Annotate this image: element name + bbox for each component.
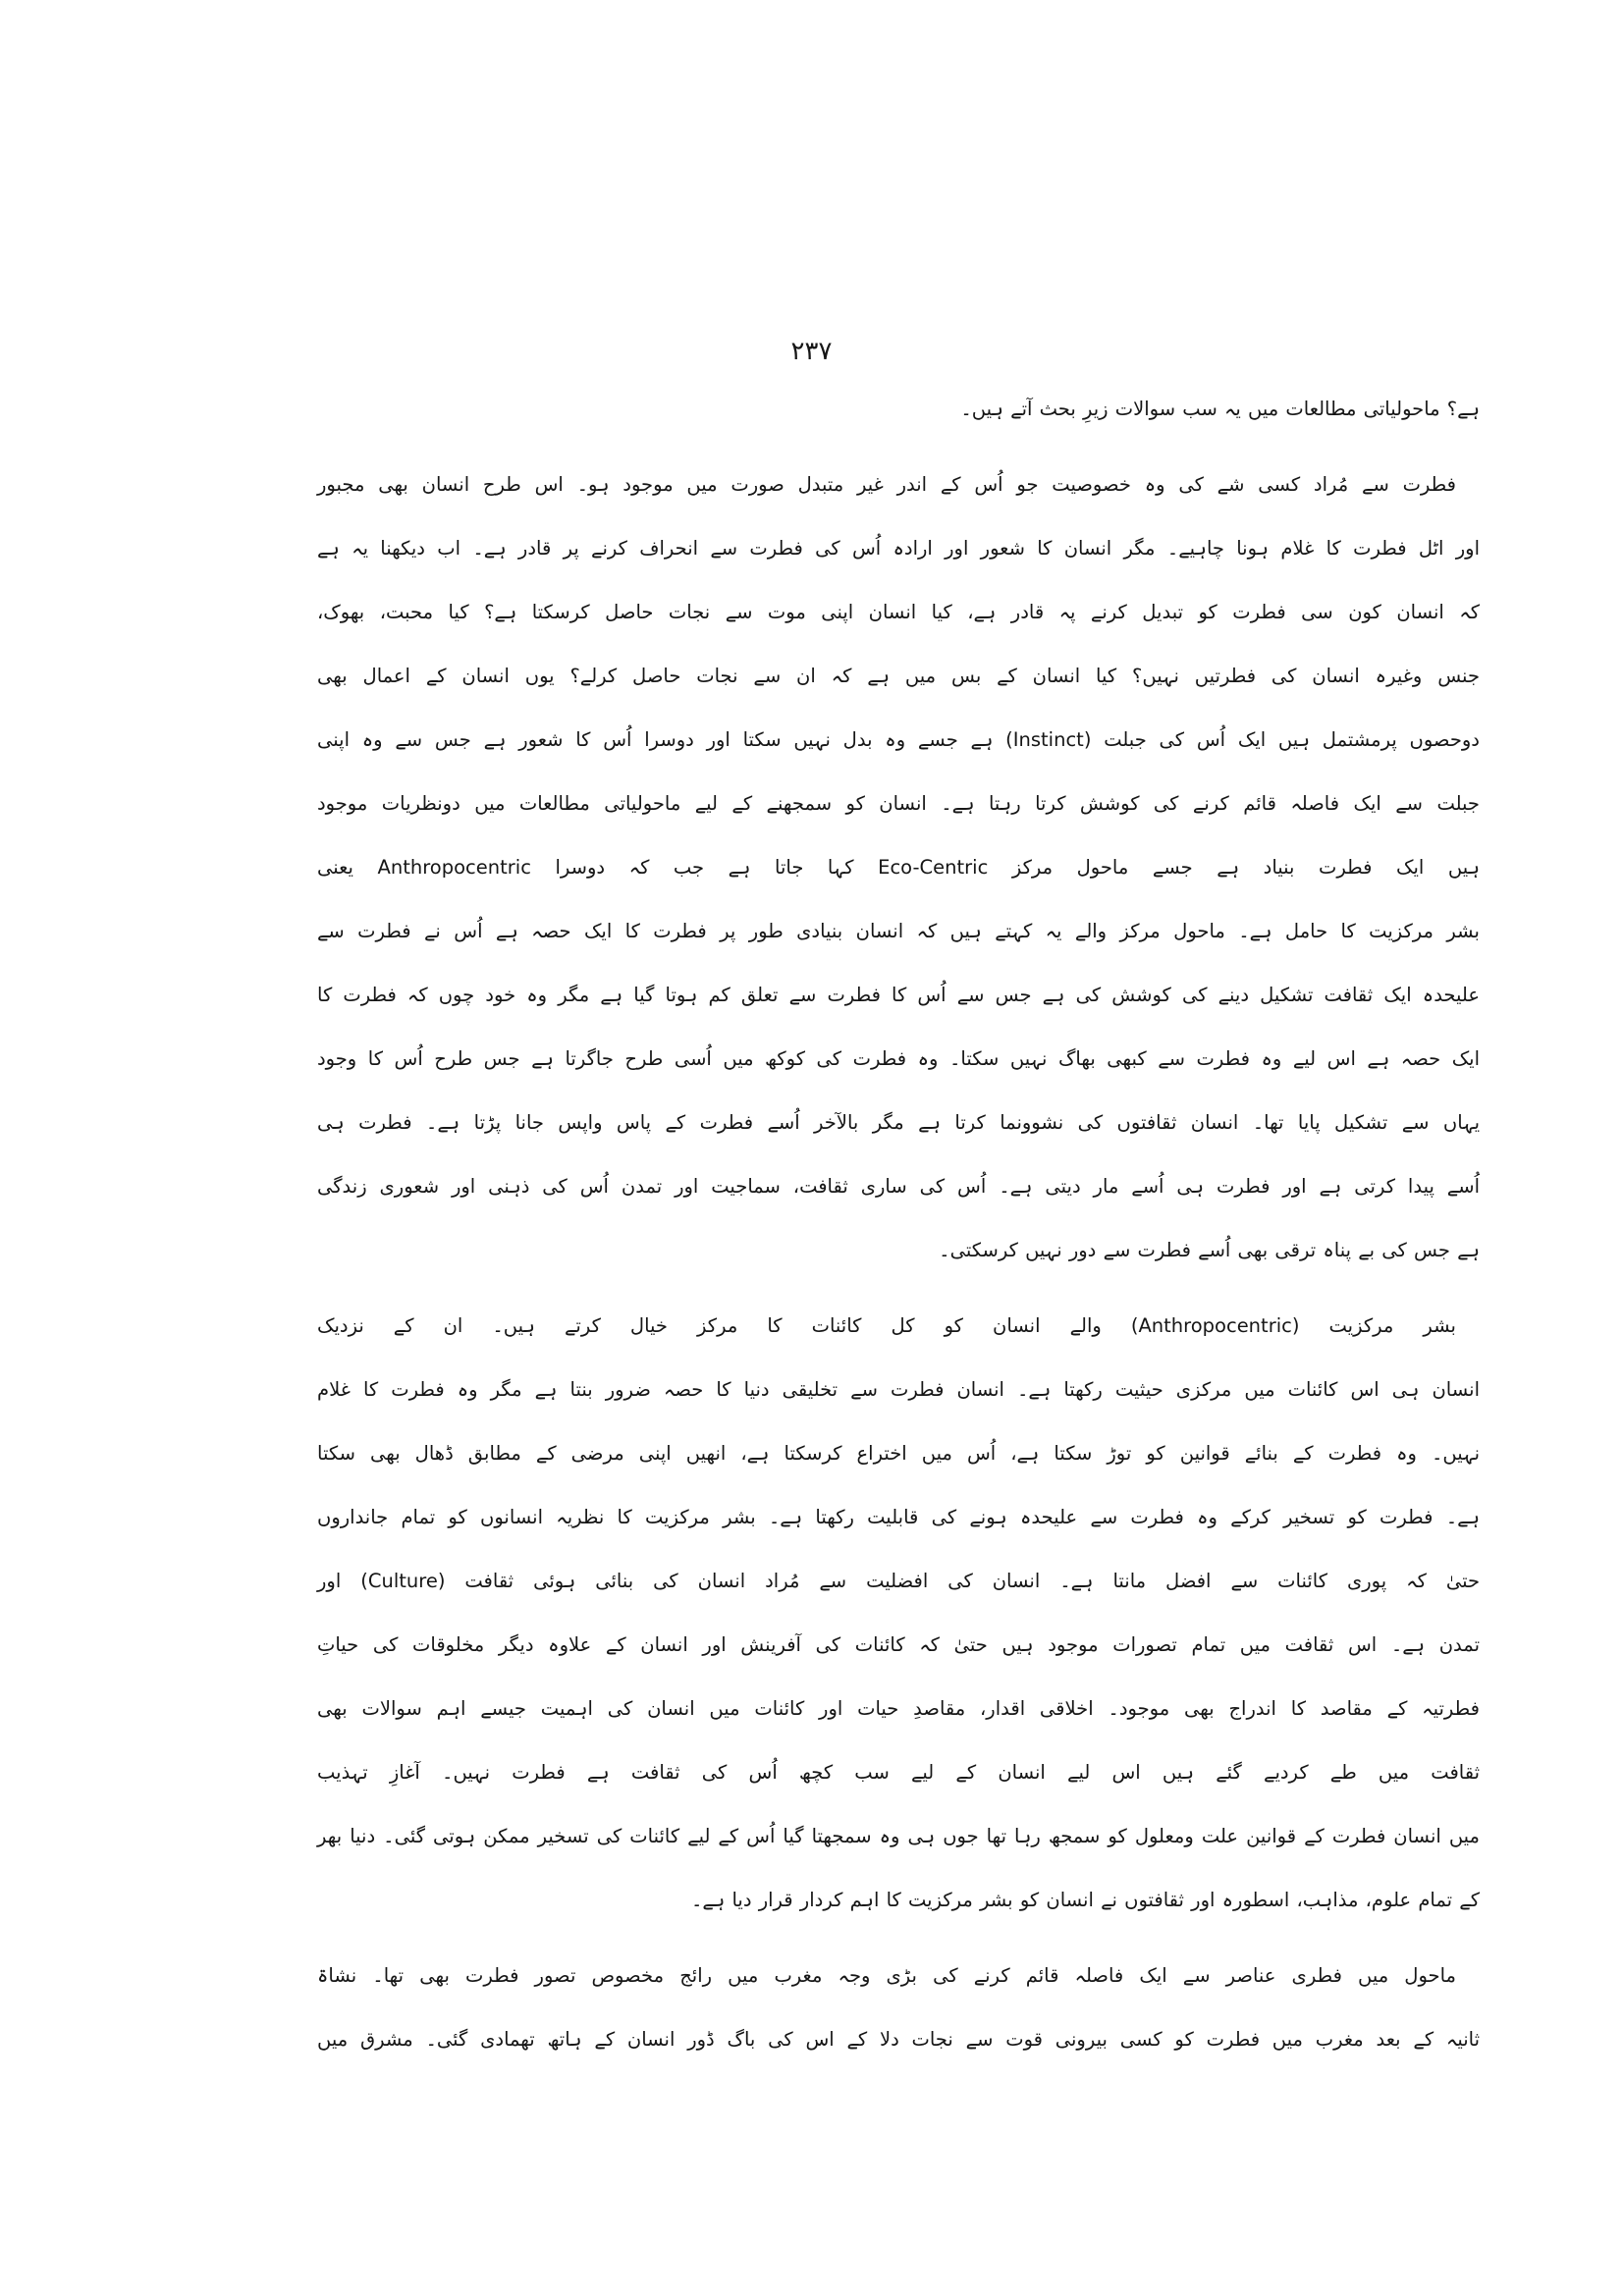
text-line: ثقافت میں طے کردیے گئے ہیں اس لیے انسان کے لیے سب کچھ اُس کی ثقافت ہے فطرت نہیں۔ آغازِ تہذیب [317,1761,1480,1784]
text-line: جبلت سے ایک فاصلہ قائم کرنے کی کوشش کرتا رہتا ہے۔ انسان کو سمجھنے کے لیے ماحولیاتی مطالعات میں دونظریات موجود [317,792,1480,815]
text-line: ہیں ایک فطرت بنیاد ہے جسے ماحول مرکز Eco-Centric کہا جاتا ہے جب کہ دوسرا Anthropocentric یعنی [317,856,1480,879]
text-line: میں انسان فطرت کے قوانین علت ومعلول کو سمجھ رہا تھا جوں ہی وہ سمجھتا گیا اُس کے لیے کائنات کی تسخیر ممکن ہوتی گئی۔ دنیا بھر [317,1825,1480,1847]
text-line: یہاں سے تشکیل پایا تھا۔ انسان ثقافتوں کی نشوونما کرتا ہے مگر بالآخر اُسے فطرت کے پاس واپس جانا پڑتا ہے۔ فطرت ہی [317,1111,1480,1134]
text-line: نہیں۔ وہ فطرت کے بنائے قوانین کو توڑ سکتا ہے، اُس میں اختراع کرسکتا ہے، انھیں اپنی مرضی کے مطابق ڈھال بھی سکتا [317,1442,1480,1465]
text-line: فطرتیہ کے مقاصد کا اندراج بھی موجود۔ اخلاقی اقدار، مقاصدِ حیات اور کائنات میں انسان کی اہمیت جیسے اہم سوالات بھی [317,1697,1480,1720]
page-number: ۲۳۷ [790,337,833,366]
text-line: دوحصوں پرمشتمل ہیں ایک اُس کی جبلت (Instinct) ہے جسے وہ بدل نہیں سکتا اور دوسرا اُس کا شعور ہے جس سے وہ اپنی [317,728,1480,751]
text-line: ہے۔ فطرت کو تسخیر کرکے وہ فطرت سے علیحدہ ہونے کی قابلیت رکھتا ہے۔ بشر مرکزیت کا نظریہ انسانوں کو تمام جانداروں [317,1506,1480,1528]
text-line: ماحول میں فطری عناصر سے ایک فاصلہ قائم کرنے کی بڑی وجہ مغرب میں رائج مخصوص تصور فطرت بھی تھا۔ نشاۃ [317,1964,1456,1987]
paragraph [317,1294,1480,1932]
text-line: کہ انسان کون سی فطرت کو تبدیل کرنے پہ قادر ہے، کیا انسان اپنی موت سے نجات حاصل کرسکتا ہے؟ کیا محبت، بھوک، [317,601,1480,623]
text-line: کے تمام علوم، مذاہب، اسطورہ اور ثقافتوں نے انسان کو بشر مرکزیت کا اہم کردار قرار دیا ہے۔ [690,1889,1480,1911]
paragraph [317,453,1480,1282]
text-line: انسان ہی اس کائنات میں مرکزی حیثیت رکھتا ہے۔ انسان فطرت سے تخلیقی دنیا کا حصہ ضرور بنتا ہے مگر وہ فطرت کا غلام [317,1378,1480,1401]
text-line: جنس وغیرہ انسان کی فطرتیں نہیں؟ کیا انسان کے بس میں ہے کہ ان سے نجات حاصل کرلے؟ یوں انسان کے اعمال بھی [317,665,1480,687]
text-line: فطرت سے مُراد کسی شے کی وہ خصوصیت جو اُس کے اندر غیر متبدل صورت میں موجود ہو۔ اس طرح انسان بھی مجبور [317,473,1456,496]
text-line: بشر مرکزیت کا حامل ہے۔ ماحول مرکز والے یہ کہتے ہیں کہ انسان بنیادی طور پر فطرت کا ایک حصہ ہے اُس نے فطرت سے [317,920,1480,942]
paragraph [317,1944,1480,2071]
text-line: بشر مرکزیت (Anthropocentric) والے انسان کو کل کائنات کا مرکز خیال کرتے ہیں۔ ان کے نزدیک [317,1314,1456,1337]
text-line: تمدن ہے۔ اس ثقافت میں تمام تصورات موجود ہیں حتیٰ کہ کائنات کی آفرینش اور انسان کے علاوہ دیگر مخلوقات کی حیاتِ [317,1633,1480,1656]
continuation-line: ہے؟ ماحولیاتی مطالعات میں یہ سب سوالات زیرِ بحث آتے ہیں۔ [960,398,1480,420]
text-line: ہے جس کی بے پناہ ترقی بھی اُسے فطرت سے دور نہیں کرسکتی۔ [939,1239,1480,1261]
text-line: ثانیہ کے بعد مغرب میں فطرت کو کسی بیرونی قوت سے نجات دلا کے اس کی باگ ڈور انسان کے ہاتھ تھمادی گئی۔ مشرق میں [317,2028,1480,2051]
text-line: علیحدہ ایک ثقافت تشکیل دینے کی کوشش کی ہے جس سے اُس کا فطرت سے تعلق کم ہوتا گیا ہے مگر وہ خود چوں کہ فطرت کا [317,984,1480,1006]
text-line: اُسے پیدا کرتی ہے اور فطرت ہی اُسے مار دیتی ہے۔ اُس کی ساری ثقافت، سماجیت اور تمدن اُس کی ذہنی اور شعوری زندگی [317,1175,1480,1198]
text-line: ایک حصہ ہے اس لیے وہ فطرت سے کبھی بھاگ نہیں سکتا۔ وہ فطرت کی کوکھ میں اُسی طرح جاگرتا ہے جس طرح اُس کا وجود [317,1047,1480,1070]
page-body [317,377,1480,2071]
text-line: اور اٹل فطرت کا غلام ہونا چاہیے۔ مگر انسان کا شعور اور ارادہ اُس کی فطرت سے انحراف کرنے پر قادر ہے۔ اب دیکھنا یہ ہے [317,537,1480,560]
text-line: حتیٰ کہ پوری کائنات سے افضل مانتا ہے۔ انسان کی افضلیت سے مُراد انسان کی بنائی ہوئی ثقافت (Culture) اور [317,1570,1481,1592]
